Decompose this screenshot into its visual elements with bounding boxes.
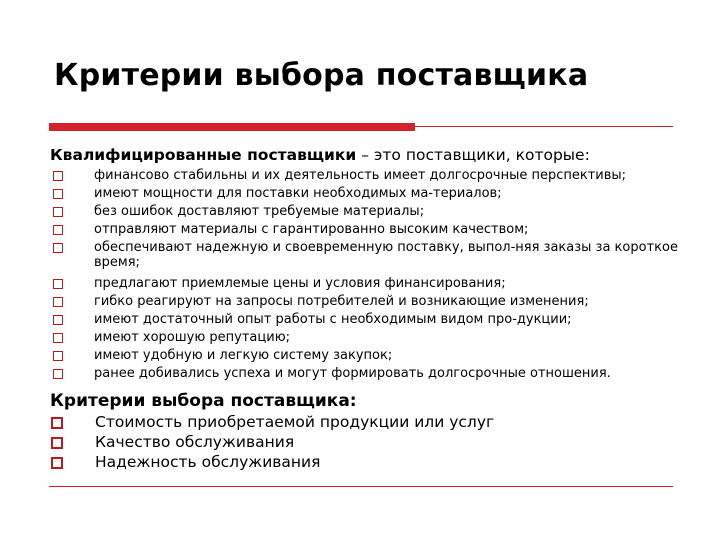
lead-rest: – это поставщики, которые: xyxy=(356,146,590,164)
square-bullet-icon xyxy=(53,225,63,235)
list-item: финансово стабильны и их деятельность имеет долгосрочные перспективы; xyxy=(50,168,690,183)
list-item: гибко реагируют на запросы потребителей и возникающие изменения; xyxy=(50,294,690,309)
lead-sentence xyxy=(50,146,590,164)
main-criteria-list xyxy=(50,413,494,473)
square-bullet-icon xyxy=(53,315,63,325)
footer-divider xyxy=(49,486,673,487)
list-item: имеют мощности для поставки необходимых ма-териалов; xyxy=(50,186,690,201)
square-bullet-icon xyxy=(51,417,63,429)
list-item: отправляют материалы с гарантированно высоким качеством; xyxy=(50,222,690,237)
square-bullet-icon xyxy=(51,437,63,449)
square-bullet-icon xyxy=(53,333,63,343)
lead-bold-term: Квалифицированные поставщики xyxy=(50,146,357,164)
square-bullet-icon xyxy=(53,207,63,217)
list-item: Надежность обслуживания xyxy=(50,453,494,472)
list-item: без ошибок доставляют требуемые материалы; xyxy=(50,204,690,219)
list-item: имеют удобную и легкую систему закупок; xyxy=(50,348,690,363)
list-item: Стоимость приобретаемой продукции или услуг xyxy=(50,413,494,432)
list-item: Качество обслуживания xyxy=(50,433,494,452)
slide-title: Критерии выбора поставщика xyxy=(54,58,589,93)
list-item: предлагают приемлемые цены и условия финансирования; xyxy=(50,276,690,291)
list-item: ранее добивались успеха и могут формировать долгосрочные отношения. xyxy=(50,366,690,381)
section-subtitle: Критерии выбора поставщика: xyxy=(50,391,357,411)
qualified-criteria-list xyxy=(50,168,690,381)
title-underline-bar xyxy=(49,123,415,131)
list-item: имеют хорошую репутацию; xyxy=(50,330,690,345)
square-bullet-icon xyxy=(51,457,63,469)
square-bullet-icon xyxy=(53,189,63,199)
square-bullet-icon xyxy=(53,243,63,253)
square-bullet-icon xyxy=(53,279,63,289)
square-bullet-icon xyxy=(53,351,63,361)
square-bullet-icon xyxy=(53,171,63,181)
square-bullet-icon xyxy=(53,369,63,379)
title-underline-line xyxy=(415,126,673,127)
list-item: обеспечивают надежную и своевременную поставку, выпол-няя заказы за короткое время; xyxy=(50,240,690,270)
list-item: имеют достаточный опыт работы с необходимым видом про-дукции; xyxy=(50,312,690,327)
square-bullet-icon xyxy=(53,297,63,307)
